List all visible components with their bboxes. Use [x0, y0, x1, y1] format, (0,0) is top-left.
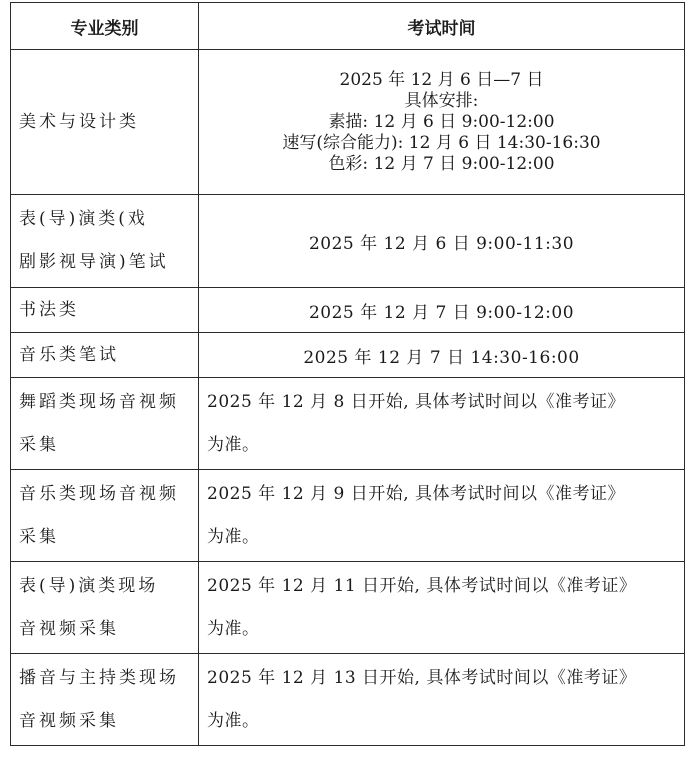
- category-cell: [11, 562, 199, 654]
- category-cell: [11, 470, 199, 562]
- category-text: 采集: [19, 526, 59, 547]
- category-text: 表(导)演类现场: [19, 575, 159, 596]
- time-text: 为准。: [207, 434, 260, 455]
- table-row: [11, 470, 685, 562]
- time-cell: [199, 470, 685, 562]
- category-cell: [11, 378, 199, 470]
- time-text: 2025 年 12 月 11 日开始, 具体考试时间以《准考证》: [207, 575, 637, 596]
- time-text: 色彩: 12 月 7 日 9:00-12:00: [328, 153, 555, 174]
- table-row: [11, 50, 685, 195]
- time-text: 2025 年 12 月 6 日—7 日: [339, 69, 544, 90]
- time-text: 2025 年 12 月 13 日开始, 具体考试时间以《准考证》: [207, 667, 637, 688]
- time-text: 2025 年 12 月 7 日 14:30-16:00: [303, 347, 580, 368]
- time-cell: [199, 288, 685, 333]
- category-text: 舞蹈类现场音视频: [19, 391, 179, 412]
- category-text: 美术与设计类: [19, 111, 139, 132]
- header-time: 考试时间: [199, 3, 685, 50]
- time-text: 2025 年 12 月 8 日开始, 具体考试时间以《准考证》: [207, 391, 626, 412]
- category-cell: [11, 195, 199, 288]
- time-cell: [199, 654, 685, 746]
- category-cell: [11, 333, 199, 378]
- header-category: 专业类别: [11, 3, 199, 50]
- table-row: [11, 562, 685, 654]
- time-text: 2025 年 12 月 7 日 9:00-12:00: [308, 302, 575, 323]
- time-text: 2025 年 12 月 9 日开始, 具体考试时间以《准考证》: [207, 483, 626, 504]
- category-text: 音视频采集: [19, 710, 119, 731]
- table-row: [11, 654, 685, 746]
- time-text: 为准。: [207, 618, 260, 639]
- time-text: 为准。: [207, 526, 260, 547]
- table-header-row: [11, 3, 685, 50]
- time-text: 速写(综合能力): 12 月 6 日 14:30-16:30: [282, 132, 601, 153]
- table-row: [11, 195, 685, 288]
- exam-schedule-table: [10, 2, 685, 746]
- category-text: 剧影视导演)笔试: [19, 252, 169, 272]
- time-cell: [199, 378, 685, 470]
- category-text: 音乐类现场音视频: [19, 483, 179, 504]
- time-cell: [199, 562, 685, 654]
- time-text: 2025 年 12 月 6 日 9:00-11:30: [308, 233, 575, 254]
- table-row: [11, 378, 685, 470]
- time-text: 素描: 12 月 6 日 9:00-12:00: [328, 111, 555, 132]
- time-text: 为准。: [207, 710, 260, 731]
- time-text: 具体安排:: [404, 90, 479, 111]
- category-cell: [11, 50, 199, 195]
- category-text: 表(导)演类(戏: [19, 209, 148, 229]
- category-text: 采集: [19, 434, 59, 455]
- category-cell: [11, 654, 199, 746]
- category-text: 播音与主持类现场: [19, 667, 179, 688]
- time-cell: [199, 333, 685, 378]
- table-row: [11, 333, 685, 378]
- category-cell: [11, 288, 199, 333]
- category-text: 音乐类笔试: [19, 344, 119, 365]
- table-row: [11, 288, 685, 333]
- time-cell: [199, 195, 685, 288]
- time-cell: [199, 50, 685, 195]
- category-text: 书法类: [19, 299, 79, 320]
- category-text: 音视频采集: [19, 618, 119, 639]
